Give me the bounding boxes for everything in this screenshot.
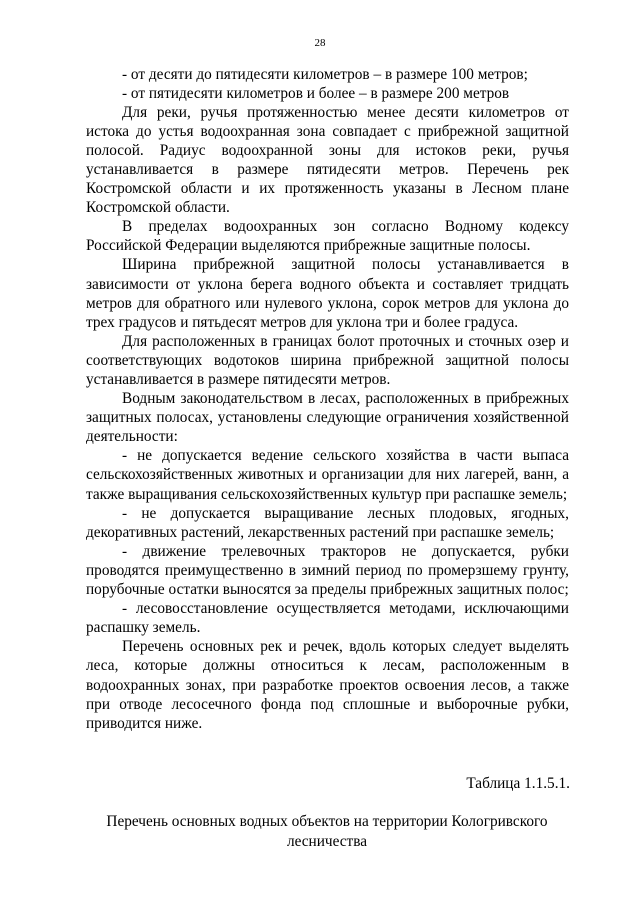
paragraph-protective-strips: В пределах водоохранных зон согласно Водному кодексу Российской Федерации выделяются прибрежные защитные полосы. xyxy=(86,218,569,255)
paragraph-strip-width: Ширина прибрежной защитной полосы устанавливается в зависимости от уклона берега водного объекта и составляет тридцать метров для обратного или нулевого уклона, сорок метров для уклона до трех градусов и пятьдесят метров для уклона три и более градуса. xyxy=(86,256,569,331)
restriction-tractors: - движение трелевочных тракторов не допускается, рубки проводятся преимущественно в зимний период по промерзшему грунту, порубочные остатки выносятся за пределы прибрежных защитных полос; xyxy=(86,542,569,599)
page-number: 28 xyxy=(314,37,326,49)
restriction-agriculture: - не допускается ведение сельского хозяйства в части выпаса сельскохозяйственных животных и организации для них лагерей, ванн, а также выращивания сельскохозяйственных культур при распашке земель; xyxy=(86,447,569,503)
restriction-reforestation: - лесовосстановление осуществляется методами, исключающими распашку земель. xyxy=(86,600,569,637)
paragraph-restrictions-intro: Водным законодательством в лесах, расположенных в прибрежных защитных полосах, установлены следующие ограничения хозяйственной деятельности: xyxy=(86,390,569,446)
paragraph-river-list-intro: Перечень основных рек и речек, вдоль которых следует выделять леса, которые должны относиться к лесам, расположенным в водоохранных зонах, при разработке проектов освоения лесов, а также при отводе лесосечного фонда под сплошные и выборочные рубки, приводится ниже. xyxy=(86,638,569,732)
table-title: Перечень основных водных объектов на территории Кологривского лесничества xyxy=(106,813,548,850)
table-caption: Таблица 1.1.5.1. xyxy=(466,775,570,792)
paragraph-water-zone-radius: Для реки, ручья протяженностью менее десяти километров от истока до устья водоохранная зона совпадает с прибрежной защитной полосой. Радиус водоохранной зоны для истоков реки, ручья устанавливается в размере пятидесяти метров. Перечень рек Костромской области и их протяженность указаны в Лесном плане Костромской области. xyxy=(86,103,569,217)
body-text xyxy=(86,65,569,733)
paragraph-swamp-lakes: Для расположенных в границах болот проточных и сточных озер и соответствующих водотоков ширина прибрежной защитной полосы устанавливается в размере пятидесяти метров. xyxy=(86,332,569,388)
restriction-plants: - не допускается выращивание лесных плодовых, ягодных, декоративных растений, лекарственных растений при распашке земель; xyxy=(86,504,569,541)
list-item-1: - от десяти до пятидесяти километров – в размере 100 метров; xyxy=(122,65,528,83)
list-item-2: - от пятидесяти километров и более – в размере 200 метров xyxy=(122,84,510,102)
